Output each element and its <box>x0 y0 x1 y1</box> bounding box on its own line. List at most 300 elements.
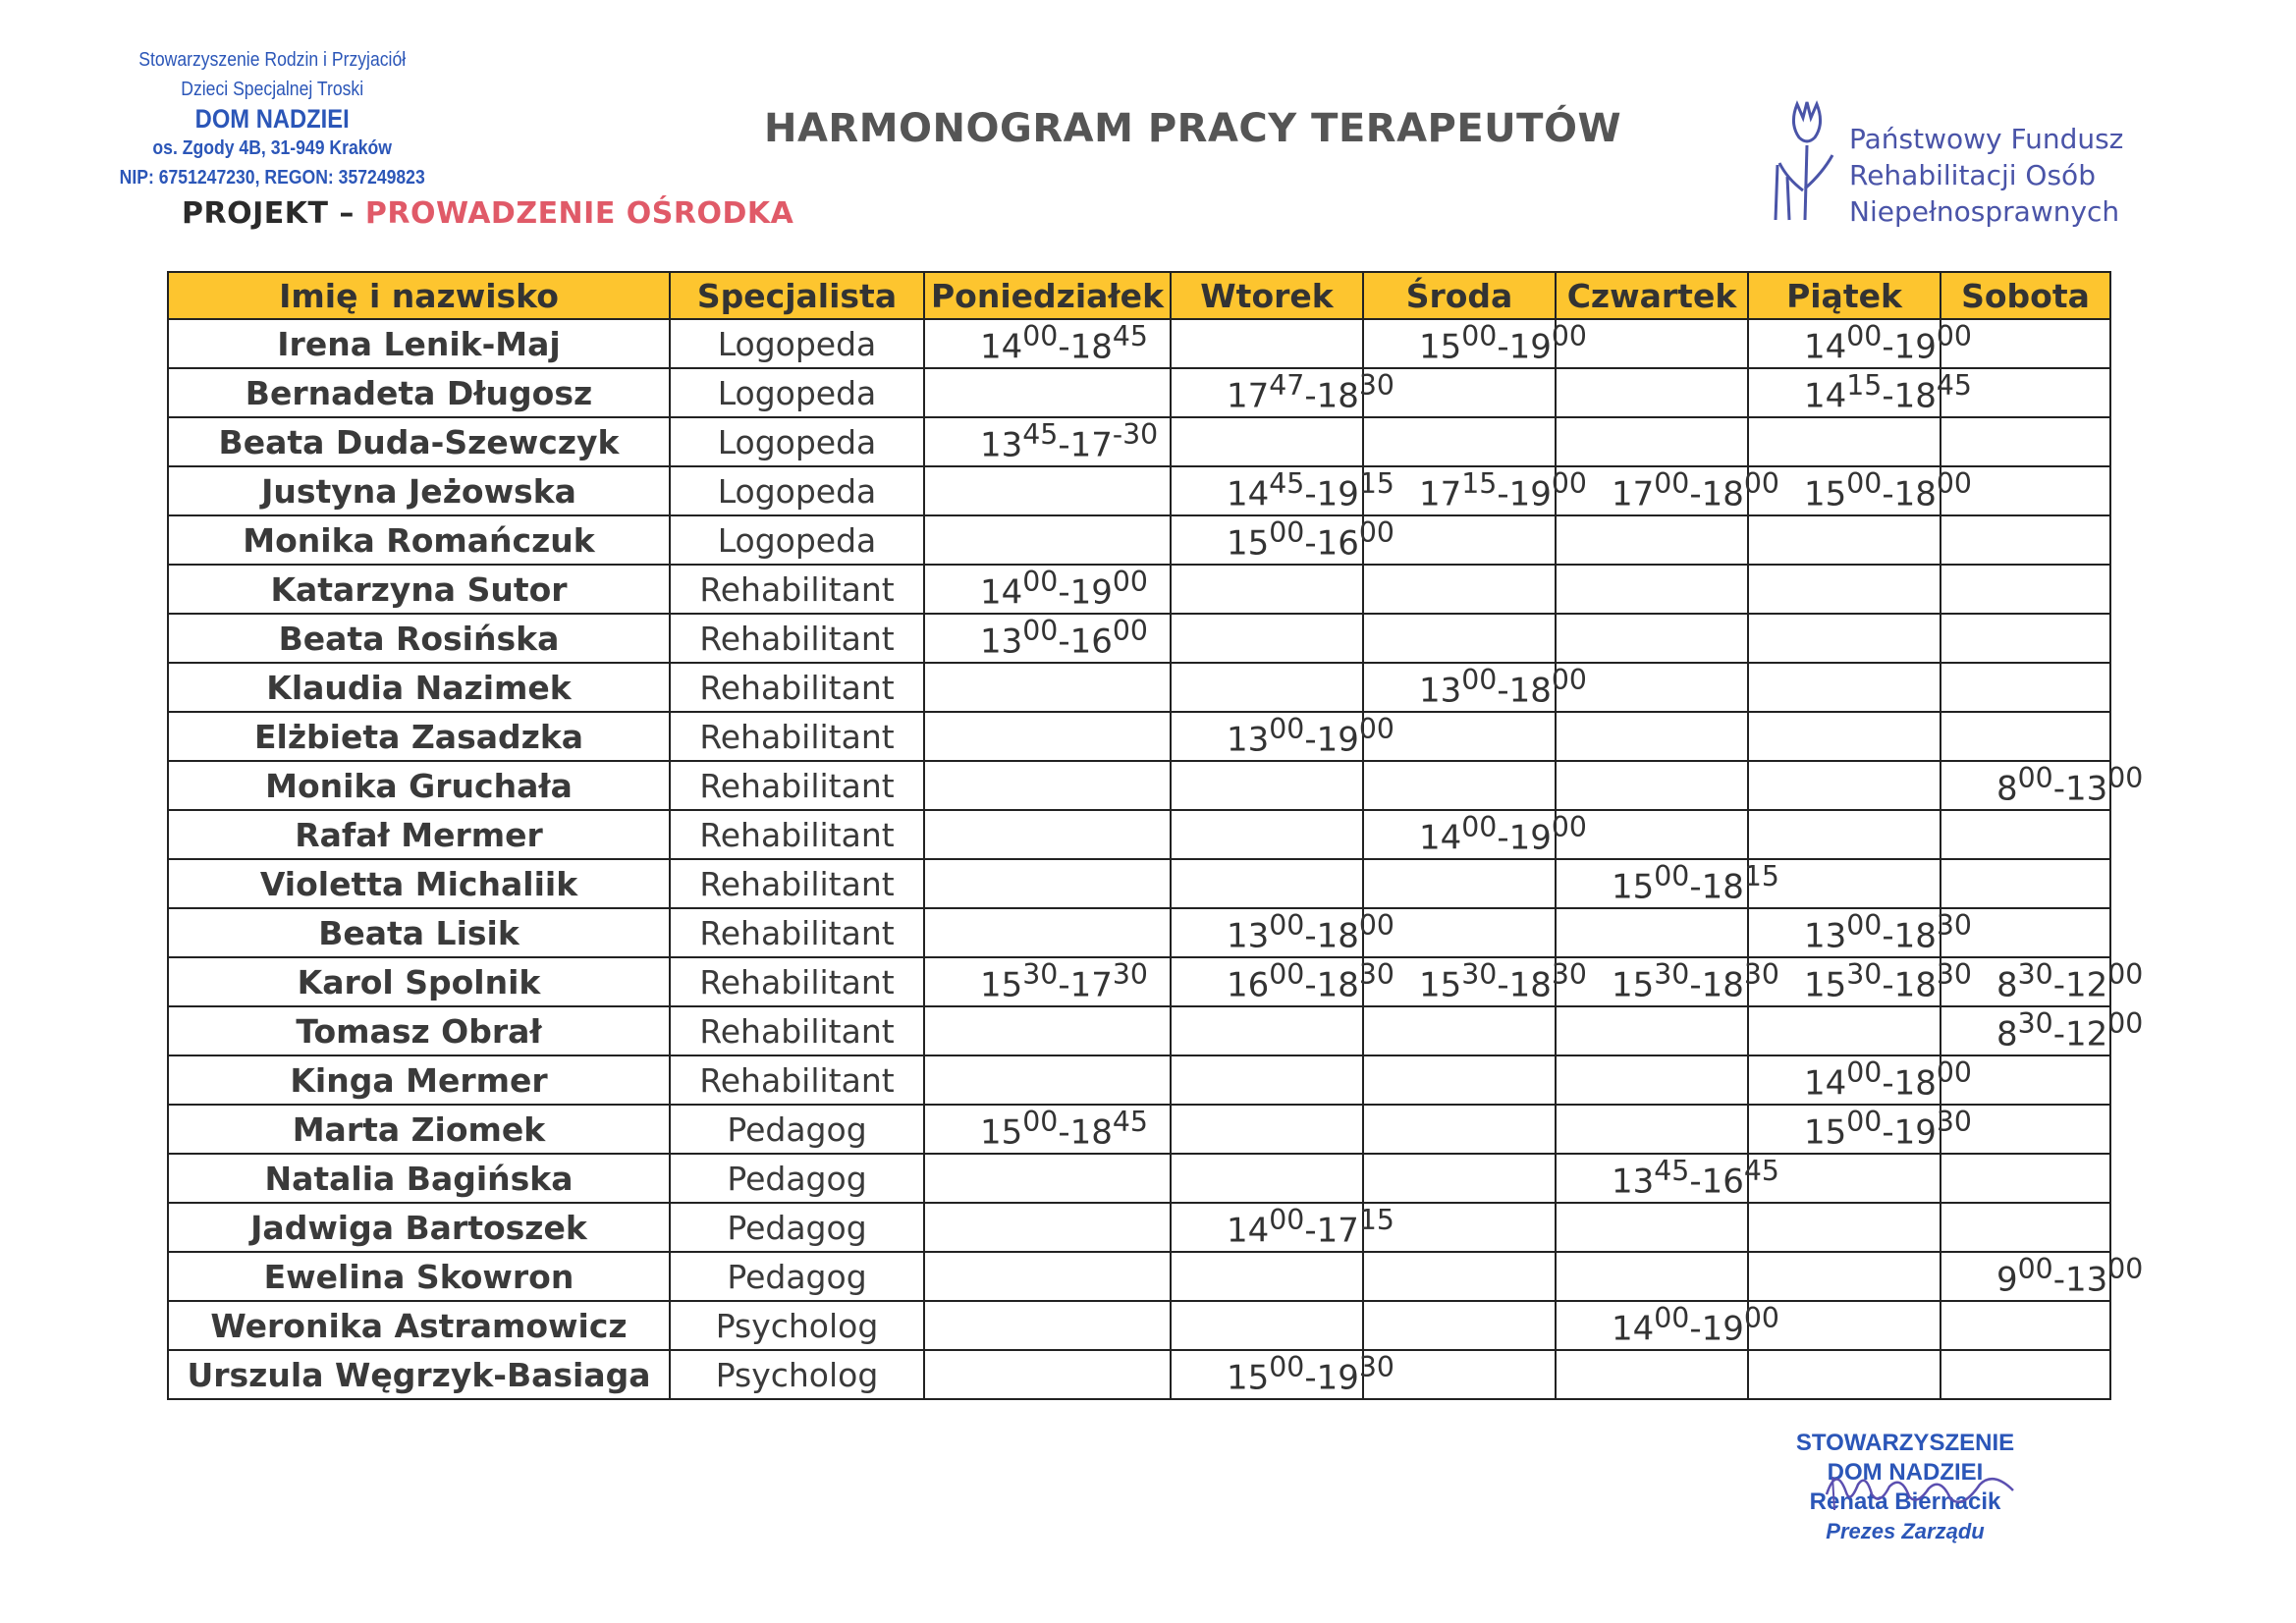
schedule-cell-tuesday <box>1171 614 1363 663</box>
schedule-cell-tuesday <box>1171 712 1394 761</box>
stamp-line-4: os. Zgody 4B, 31-949 Kraków <box>152 137 392 159</box>
schedule-cell-monday <box>924 712 1171 761</box>
schedule-cell-monday <box>924 663 1171 712</box>
time-start-hour: 15 <box>1419 327 1462 367</box>
schedule-cell-wednesday <box>1363 565 1556 614</box>
handwritten-signature <box>1807 1455 2033 1524</box>
time-end-hour: 18 <box>1069 327 1113 367</box>
time-start-minutes: 00 <box>2017 762 2053 795</box>
time-end-minutes: 00 <box>1936 320 1972 353</box>
schedule-cell-tuesday <box>1171 1105 1363 1154</box>
table-row <box>168 515 2110 565</box>
schedule-cell-tuesday <box>1171 1252 1363 1301</box>
time-end-hour: 16 <box>1316 523 1359 564</box>
time-separator: - <box>1882 1063 1894 1104</box>
time-separator: - <box>1058 965 1070 1005</box>
organization-stamp <box>108 45 436 192</box>
time-start-hour: 14 <box>980 572 1023 613</box>
time-start-hour: 14 <box>1419 818 1462 858</box>
time-separator: - <box>1882 916 1894 956</box>
table-row <box>168 1154 2110 1203</box>
schedule-table <box>167 271 2144 1400</box>
schedule-cell-tuesday <box>1171 761 1363 810</box>
time-end-minutes: 00 <box>1358 713 1394 746</box>
schedule-cell-saturday <box>1941 663 2110 712</box>
table-row <box>168 810 2110 859</box>
time-separator: - <box>2052 965 2065 1005</box>
time-start-minutes: 00 <box>2017 1253 2053 1286</box>
table-header-row <box>168 272 2110 319</box>
therapist-name: Urszula Węgrzyk-Basiaga <box>168 1350 670 1399</box>
schedule-cell-friday <box>1748 1105 1972 1154</box>
time-start-minutes: 00 <box>1269 958 1305 992</box>
table-row <box>168 565 2110 614</box>
schedule-cell-tuesday <box>1171 1154 1363 1203</box>
schedule-cell-friday <box>1748 565 1941 614</box>
time-end-hour: 18 <box>1508 965 1552 1005</box>
time-end-hour: 18 <box>1893 376 1937 416</box>
column-header-monday: Poniedziałek <box>924 272 1171 319</box>
time-end-minutes: 15 <box>1358 1204 1394 1237</box>
time-separator: - <box>1058 425 1070 465</box>
time-start-minutes: 45 <box>1654 1155 1690 1188</box>
schedule-cell-friday <box>1748 614 1941 663</box>
time-start-hour: 13 <box>1612 1162 1655 1202</box>
schedule-cell-friday <box>1748 1055 1972 1105</box>
time-end-minutes: 00 <box>1936 467 1972 501</box>
time-start-minutes: 00 <box>1269 1351 1305 1384</box>
schedule-cell-wednesday <box>1363 1252 1556 1301</box>
time-end-hour: 19 <box>1508 327 1552 367</box>
time-start-hour: 15 <box>1227 523 1270 564</box>
specialist-type: Rehabilitant <box>670 761 924 810</box>
time-start-minutes: 00 <box>1022 566 1059 599</box>
table-row <box>168 1252 2110 1301</box>
schedule-cell-monday <box>924 761 1171 810</box>
time-end-minutes: 00 <box>1743 1302 1779 1335</box>
specialist-type: Rehabilitant <box>670 663 924 712</box>
table-row <box>168 761 2110 810</box>
schedule-cell-thursday <box>1556 1154 1779 1203</box>
therapist-name: Karol Spolnik <box>168 957 670 1006</box>
schedule-cell-saturday <box>1941 1006 2144 1055</box>
schedule-cell-monday <box>924 319 1171 368</box>
time-end-minutes: 30 <box>1358 369 1394 403</box>
time-separator: - <box>1058 622 1070 662</box>
time-separator: - <box>1497 818 1509 858</box>
time-end-minutes: 30 <box>1936 909 1972 943</box>
time-end-hour: 18 <box>1316 376 1359 416</box>
schedule-cell-monday <box>924 1006 1171 1055</box>
time-end-minutes: 00 <box>1358 909 1394 943</box>
time-start-minutes: 00 <box>1654 860 1690 893</box>
time-start-hour: 9 <box>1996 1260 2018 1300</box>
table-row <box>168 466 2110 515</box>
schedule-cell-friday <box>1748 368 1972 417</box>
therapist-name: Irena Lenik-Maj <box>168 319 670 368</box>
time-start-minutes: 00 <box>1022 615 1059 648</box>
time-separator: - <box>1058 1112 1070 1153</box>
time-start-minutes: 00 <box>1654 1302 1690 1335</box>
time-end-minutes: 00 <box>1551 664 1587 697</box>
schedule-cell-saturday <box>1941 1203 2110 1252</box>
schedule-cell-thursday <box>1556 515 1748 565</box>
specialist-type: Logopeda <box>670 368 924 417</box>
specialist-type: Rehabilitant <box>670 1006 924 1055</box>
table-row <box>168 1203 2110 1252</box>
time-start-minutes: 00 <box>1269 909 1305 943</box>
therapist-name: Beata Rosińska <box>168 614 670 663</box>
column-header-specialist: Specjalista <box>670 272 924 319</box>
time-end-hour: 19 <box>1701 1309 1744 1349</box>
pfron-logo-text <box>1849 121 2123 230</box>
schedule-cell-saturday <box>1941 712 2110 761</box>
time-separator: - <box>1689 1162 1702 1202</box>
schedule-cell-friday <box>1748 663 1941 712</box>
schedule-cell-saturday <box>1941 859 2110 908</box>
time-separator: - <box>1882 327 1894 367</box>
stamp-line-5: NIP: 6751247230, REGON: 357249823 <box>119 167 425 189</box>
specialist-type: Rehabilitant <box>670 908 924 957</box>
schedule-cell-saturday <box>1941 417 2110 466</box>
schedule-cell-wednesday <box>1363 663 1587 712</box>
table-row <box>168 319 2110 368</box>
schedule-cell-thursday <box>1556 908 1748 957</box>
time-end-minutes: 45 <box>1936 369 1972 403</box>
time-end-hour: 18 <box>1893 1063 1937 1104</box>
schedule-cell-tuesday <box>1171 663 1363 712</box>
time-end-minutes: 30 <box>1112 958 1148 992</box>
schedule-cell-tuesday <box>1171 859 1363 908</box>
schedule-cell-monday <box>924 1055 1171 1105</box>
time-separator: - <box>1304 523 1317 564</box>
time-end-hour: 19 <box>1508 818 1552 858</box>
time-start-hour: 14 <box>1612 1309 1655 1349</box>
time-separator: - <box>1689 867 1702 907</box>
therapist-name: Tomasz Obrał <box>168 1006 670 1055</box>
time-end-hour: 19 <box>1508 474 1552 514</box>
time-separator: - <box>2052 769 2065 809</box>
schedule-cell-monday <box>924 1105 1171 1154</box>
time-end-hour: 16 <box>1069 622 1113 662</box>
time-end-hour: 12 <box>2064 1014 2108 1055</box>
time-start-minutes: 00 <box>1269 516 1305 550</box>
schedule-cell-wednesday <box>1363 859 1556 908</box>
table-row <box>168 1006 2110 1055</box>
time-end-minutes: 00 <box>1551 467 1587 501</box>
column-header-tuesday: Wtorek <box>1171 272 1363 319</box>
schedule-cell-monday <box>924 859 1171 908</box>
time-end-minutes: 00 <box>1936 1056 1972 1090</box>
time-separator: - <box>1689 474 1702 514</box>
time-end-minutes: 30 <box>1551 958 1587 992</box>
specialist-type: Logopeda <box>670 417 924 466</box>
time-separator: - <box>1304 376 1317 416</box>
therapist-name: Beata Lisik <box>168 908 670 957</box>
column-header-friday: Piątek <box>1748 272 1941 319</box>
time-start-minutes: 00 <box>1654 467 1690 501</box>
time-start-minutes: 00 <box>1022 320 1059 353</box>
time-start-hour: 16 <box>1227 965 1270 1005</box>
table-row <box>168 1301 2110 1350</box>
schedule-cell-saturday <box>1941 565 2110 614</box>
schedule-cell-tuesday <box>1171 810 1363 859</box>
schedule-cell-tuesday <box>1171 1055 1363 1105</box>
time-separator: - <box>1689 965 1702 1005</box>
time-separator: - <box>1304 916 1317 956</box>
time-separator: - <box>1689 1309 1702 1349</box>
schedule-cell-tuesday <box>1171 565 1363 614</box>
schedule-cell-wednesday <box>1363 1105 1556 1154</box>
time-end-minutes: 45 <box>1743 1155 1779 1188</box>
table-row <box>168 368 2110 417</box>
schedule-cell-wednesday <box>1363 614 1556 663</box>
time-end-minutes: 00 <box>1743 467 1779 501</box>
time-start-hour: 14 <box>1804 1063 1847 1104</box>
time-start-hour: 17 <box>1419 474 1462 514</box>
specialist-type: Rehabilitant <box>670 614 924 663</box>
time-separator: - <box>1058 327 1070 367</box>
time-start-minutes: 00 <box>1269 1204 1305 1237</box>
schedule-cell-friday <box>1748 1006 1941 1055</box>
specialist-type: Rehabilitant <box>670 565 924 614</box>
time-end-minutes: -30 <box>1112 418 1159 452</box>
time-separator: - <box>1882 1112 1894 1153</box>
specialist-type: Psycholog <box>670 1301 924 1350</box>
column-header-saturday: Sobota <box>1941 272 2110 319</box>
time-start-minutes: 00 <box>1846 909 1883 943</box>
time-end-minutes: 30 <box>1936 1106 1972 1139</box>
time-end-minutes: 00 <box>1112 566 1148 599</box>
therapist-name: Natalia Bagińska <box>168 1154 670 1203</box>
therapist-name: Marta Ziomek <box>168 1105 670 1154</box>
schedule-cell-tuesday <box>1171 466 1394 515</box>
schedule-cell-saturday <box>1941 1252 2144 1301</box>
therapist-name: Justyna Jeżowska <box>168 466 670 515</box>
schedule-cell-thursday <box>1556 1006 1748 1055</box>
time-separator: - <box>2052 1014 2065 1055</box>
schedule-cell-tuesday <box>1171 368 1394 417</box>
schedule-cell-friday <box>1748 712 1941 761</box>
specialist-type: Rehabilitant <box>670 1055 924 1105</box>
specialist-type: Pedagog <box>670 1203 924 1252</box>
schedule-cell-tuesday <box>1171 1350 1394 1399</box>
time-start-minutes: 00 <box>1846 1106 1883 1139</box>
therapist-name: Ewelina Skowron <box>168 1252 670 1301</box>
time-end-hour: 19 <box>1893 327 1937 367</box>
signature-stamp-line-4: Prezes Zarządu <box>1826 1519 1985 1543</box>
time-end-hour: 17 <box>1069 965 1113 1005</box>
logo-line-3: Niepełnosprawnych <box>1849 195 2120 228</box>
time-start-hour: 13 <box>1227 720 1270 760</box>
time-start-hour: 15 <box>1227 1358 1270 1398</box>
schedule-cell-thursday <box>1556 761 1748 810</box>
table-row <box>168 712 2110 761</box>
time-end-hour: 13 <box>2064 1260 2108 1300</box>
time-start-hour: 15 <box>1612 867 1655 907</box>
schedule-cell-friday <box>1748 515 1941 565</box>
time-separator: - <box>1882 474 1894 514</box>
schedule-cell-monday <box>924 515 1171 565</box>
table-row <box>168 1055 2110 1105</box>
schedule-cell-saturday <box>1941 810 2110 859</box>
time-start-hour: 15 <box>980 965 1023 1005</box>
time-end-minutes: 30 <box>1358 1351 1394 1384</box>
time-end-hour: 16 <box>1701 1162 1744 1202</box>
project-name: PROWADZENIE OŚRODKA <box>364 196 794 231</box>
signature-stamp-line-2: DOM NADZIEI <box>1827 1459 1984 1486</box>
table-row <box>168 663 2110 712</box>
schedule-cell-tuesday <box>1171 515 1394 565</box>
schedule-cell-wednesday <box>1363 761 1556 810</box>
time-start-hour: 13 <box>1804 916 1847 956</box>
time-end-hour: 19 <box>1316 720 1359 760</box>
therapist-name: Elżbieta Zasadzka <box>168 712 670 761</box>
specialist-type: Pedagog <box>670 1252 924 1301</box>
schedule-cell-thursday <box>1556 614 1748 663</box>
time-start-hour: 15 <box>980 1112 1023 1153</box>
column-header-wednesday: Środa <box>1363 272 1556 319</box>
time-start-hour: 14 <box>1227 474 1270 514</box>
stamp-line-3: DOM NADZIEI <box>194 104 350 134</box>
specialist-type: Pedagog <box>670 1105 924 1154</box>
time-start-hour: 17 <box>1227 376 1270 416</box>
time-end-minutes: 00 <box>2107 958 2144 992</box>
therapist-name: Bernadeta Długosz <box>168 368 670 417</box>
therapist-name: Jadwiga Bartoszek <box>168 1203 670 1252</box>
schedule-cell-wednesday <box>1363 319 1587 368</box>
schedule-cell-friday <box>1748 1350 1941 1399</box>
specialist-type: Logopeda <box>670 515 924 565</box>
time-end-hour: 19 <box>1316 474 1359 514</box>
time-separator: - <box>1882 965 1894 1005</box>
schedule-cell-tuesday <box>1171 417 1363 466</box>
time-end-hour: 17 <box>1316 1211 1359 1251</box>
time-start-minutes: 30 <box>1461 958 1498 992</box>
schedule-cell-monday <box>924 368 1171 417</box>
time-separator: - <box>1497 965 1509 1005</box>
schedule-cell-thursday <box>1556 1252 1748 1301</box>
therapist-name: Rafał Mermer <box>168 810 670 859</box>
time-start-minutes: 00 <box>1846 320 1883 353</box>
time-end-hour: 18 <box>1701 965 1744 1005</box>
specialist-type: Rehabilitant <box>670 957 924 1006</box>
schedule-cell-friday <box>1748 810 1941 859</box>
therapist-name: Beata Duda-Szewczyk <box>168 417 670 466</box>
logo-line-1: Państwowy Fundusz <box>1849 123 2124 155</box>
logo-line-2: Rehabilitacji Osób <box>1849 159 2096 191</box>
schedule-cell-saturday <box>1941 515 2110 565</box>
time-end-minutes: 00 <box>1551 811 1587 844</box>
time-start-hour: 14 <box>980 327 1023 367</box>
time-start-minutes: 30 <box>2017 958 2053 992</box>
time-separator: - <box>1304 1358 1317 1398</box>
schedule-cell-thursday <box>1556 417 1748 466</box>
stamp-line-1: Stowarzyszenie Rodzin i Przyjaciół <box>138 49 407 71</box>
time-end-hour: 18 <box>1893 965 1937 1005</box>
time-separator: - <box>1304 1211 1317 1251</box>
time-start-minutes: 30 <box>1654 958 1690 992</box>
schedule-cell-thursday <box>1556 712 1748 761</box>
specialist-type: Logopeda <box>670 466 924 515</box>
schedule-cell-monday <box>924 417 1171 466</box>
schedule-cell-wednesday <box>1363 1301 1556 1350</box>
schedule-cell-monday <box>924 1350 1171 1399</box>
therapist-name: Monika Gruchała <box>168 761 670 810</box>
time-end-minutes: 30 <box>1358 958 1394 992</box>
time-end-hour: 18 <box>1508 671 1552 711</box>
time-end-hour: 18 <box>1893 916 1937 956</box>
time-end-minutes: 00 <box>2107 762 2144 795</box>
time-separator: - <box>2052 1260 2065 1300</box>
stamp-line-2: Dzieci Specjalnej Troski <box>181 79 364 100</box>
table-row <box>168 957 2110 1006</box>
signature-stamp-line-3: Renata Biernacik <box>1809 1488 2001 1515</box>
time-start-hour: 15 <box>1612 965 1655 1005</box>
schedule-cell-wednesday <box>1363 1006 1556 1055</box>
table-row <box>168 908 2110 957</box>
time-end-minutes: 15 <box>1358 467 1394 501</box>
time-end-hour: 19 <box>1316 1358 1359 1398</box>
time-start-minutes: 30 <box>2017 1007 2053 1041</box>
time-end-hour: 18 <box>1893 474 1937 514</box>
time-start-hour: 14 <box>1227 1211 1270 1251</box>
schedule-cell-wednesday <box>1363 417 1556 466</box>
time-start-hour: 17 <box>1612 474 1655 514</box>
schedule-cell-thursday <box>1556 859 1779 908</box>
specialist-type: Rehabilitant <box>670 810 924 859</box>
schedule-cell-saturday <box>1941 614 2110 663</box>
time-start-hour: 8 <box>1996 965 2018 1005</box>
time-end-minutes: 45 <box>1112 1106 1148 1139</box>
time-start-hour: 15 <box>1419 965 1462 1005</box>
time-end-minutes: 00 <box>1112 615 1148 648</box>
therapist-name: Violetta Michaliik <box>168 859 670 908</box>
time-start-hour: 13 <box>1419 671 1462 711</box>
time-start-hour: 13 <box>980 622 1023 662</box>
therapist-name: Monika Romańczuk <box>168 515 670 565</box>
pfron-tulip-icon <box>1768 94 1846 222</box>
time-end-hour: 18 <box>1701 474 1744 514</box>
time-end-minutes: 45 <box>1112 320 1148 353</box>
schedule-cell-thursday <box>1556 1203 1748 1252</box>
specialist-type: Logopeda <box>670 319 924 368</box>
time-end-hour: 18 <box>1701 867 1744 907</box>
time-end-minutes: 15 <box>1743 860 1779 893</box>
time-separator: - <box>1304 474 1317 514</box>
time-separator: - <box>1497 327 1509 367</box>
time-start-minutes: 00 <box>1461 811 1498 844</box>
schedule-cell-friday <box>1748 908 1972 957</box>
time-separator: - <box>1058 572 1070 613</box>
time-start-hour: 15 <box>1804 1112 1847 1153</box>
time-start-minutes: 00 <box>1461 320 1498 353</box>
time-end-hour: 13 <box>2064 769 2108 809</box>
schedule-cell-tuesday <box>1171 908 1394 957</box>
therapist-name: Klaudia Nazimek <box>168 663 670 712</box>
time-end-minutes: 30 <box>1936 958 1972 992</box>
table-row <box>168 614 2110 663</box>
schedule-cell-monday <box>924 1252 1171 1301</box>
time-end-minutes: 00 <box>1551 320 1587 353</box>
therapist-name: Weronika Astramowicz <box>168 1301 670 1350</box>
time-start-minutes: 00 <box>1461 664 1498 697</box>
schedule-cell-thursday <box>1556 368 1748 417</box>
table-row <box>168 1350 2110 1399</box>
time-start-minutes: 30 <box>1846 958 1883 992</box>
time-start-minutes: 00 <box>1846 1056 1883 1090</box>
time-end-minutes: 00 <box>2107 1007 2144 1041</box>
